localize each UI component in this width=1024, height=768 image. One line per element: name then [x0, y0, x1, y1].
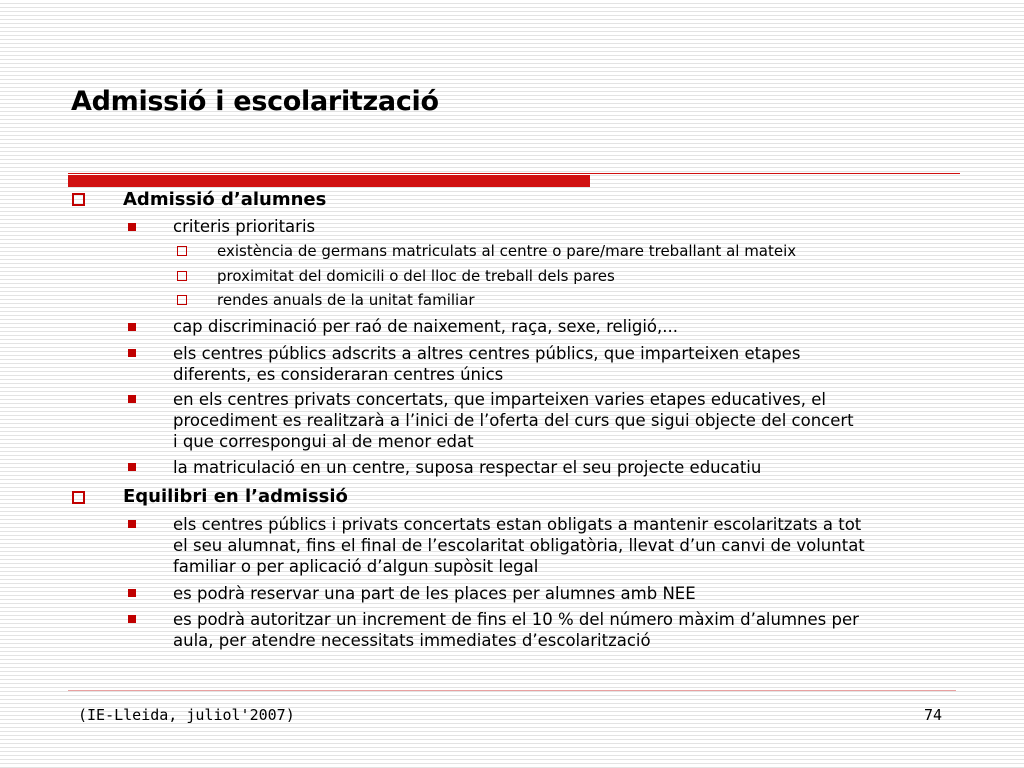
solid-square-bullet-icon — [128, 520, 136, 528]
page-number: 74 — [924, 706, 943, 724]
list-item: es podrà reservar una part de les places per alumnes amb NEE — [173, 584, 696, 603]
footer-source: (IE-Lleida, juliol'2007) — [78, 706, 295, 724]
sub-list-item: existència de germans matriculats al centre o pare/mare treballant al mateix — [217, 242, 797, 260]
list-item: criteris prioritaris — [173, 217, 316, 236]
title-divider-thick — [68, 175, 590, 187]
list-item-line: en els centres privats concertats, que imparteixen varies etapes educatives, el — [173, 390, 826, 409]
hollow-square-bullet-icon — [177, 271, 187, 281]
list-item: la matriculació en un centre, suposa respectar el seu projecte educatiu — [173, 458, 762, 477]
hollow-square-bullet-icon — [72, 491, 85, 504]
section-heading: Admissió d’alumnes — [123, 189, 327, 210]
slide-title: Admissió i escolarització — [71, 86, 439, 117]
solid-square-bullet-icon — [128, 323, 136, 331]
title-divider-thin — [68, 173, 960, 174]
list-item-line: els centres públics i privats concertats estan obligats a mantenir escolaritzats a tot — [173, 515, 862, 534]
hollow-square-bullet-icon — [72, 193, 85, 206]
list-item-line: familiar o per aplicació d’algun supòsit legal — [173, 557, 539, 576]
footer-divider — [68, 690, 956, 691]
list-item-line: procediment es realitzarà a l’inici de l’oferta del curs que sigui objecte del concert — [173, 411, 854, 430]
sub-list-item: rendes anuals de la unitat familiar — [217, 291, 475, 309]
solid-square-bullet-icon — [128, 615, 136, 623]
solid-square-bullet-icon — [128, 395, 136, 403]
list-item: cap discriminació per raó de naixement, raça, sexe, religió,... — [173, 317, 678, 336]
solid-square-bullet-icon — [128, 223, 136, 231]
section-heading: Equilibri en l’admissió — [123, 486, 348, 507]
hollow-square-bullet-icon — [177, 246, 187, 256]
list-item-line: diferents, es consideraran centres únics — [173, 365, 504, 384]
solid-square-bullet-icon — [128, 463, 136, 471]
list-item-line: el seu alumnat, fins el final de l’escolaritat obligatòria, llevat d’un canvi de voluntat — [173, 536, 865, 555]
sub-list-item: proximitat del domicili o del lloc de treball dels pares — [217, 267, 615, 285]
solid-square-bullet-icon — [128, 589, 136, 597]
list-item-line: i que correspongui al de menor edat — [173, 432, 474, 451]
list-item-line: aula, per atendre necessitats immediates d’escolarització — [173, 631, 651, 650]
hollow-square-bullet-icon — [177, 295, 187, 305]
list-item-line: els centres públics adscrits a altres centres públics, que imparteixen etapes — [173, 344, 801, 363]
solid-square-bullet-icon — [128, 349, 136, 357]
list-item-line: es podrà autoritzar un increment de fins el 10 % del número màxim d’alumnes per — [173, 610, 859, 629]
